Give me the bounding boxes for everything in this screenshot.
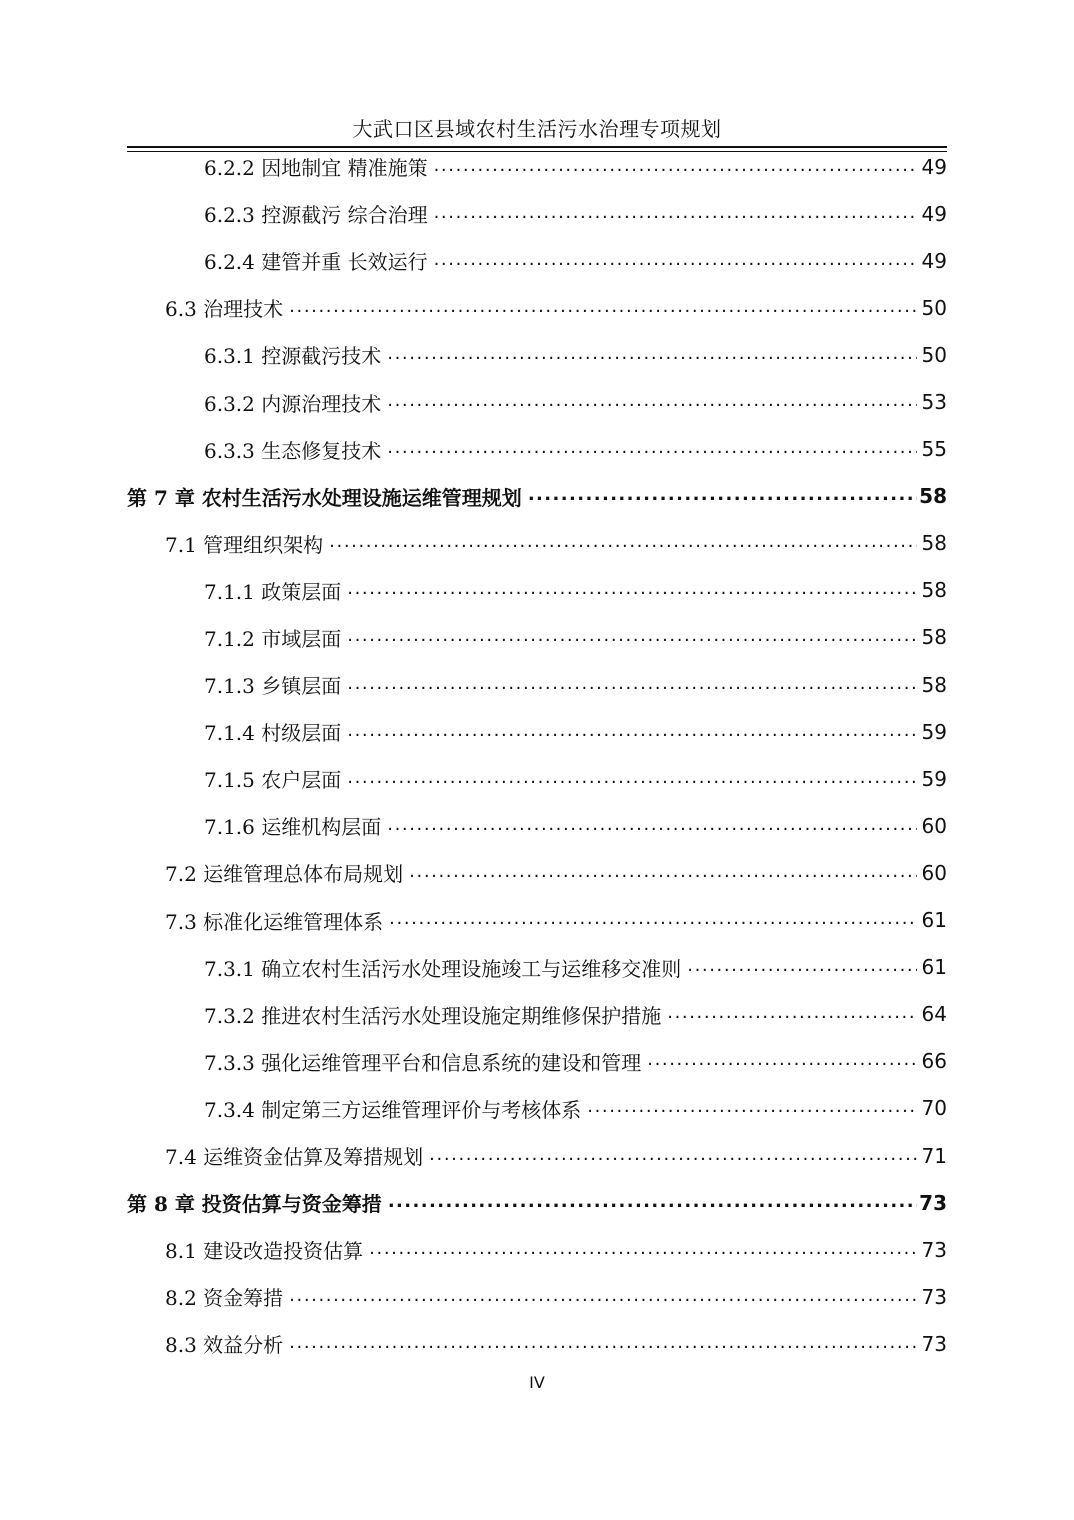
toc-entry-page: 59 [921,719,947,744]
toc-entry[interactable] [127,1273,947,1320]
toc-entry[interactable] [127,567,947,614]
toc-entry-label: 6.2.4 建管并重 长效运行 [204,250,428,275]
toc-entry[interactable] [127,237,947,284]
toc-entry-label: 7.3.1 确立农村生活污水处理设施竣工与运维移交准则 [204,956,682,981]
toc-dot-leader [429,1145,917,1167]
toc-dot-leader [387,815,917,837]
page-number: IV [529,1373,545,1392]
toc-dot-leader [289,297,917,319]
toc-entry-label: 8.3 效益分析 [165,1333,284,1358]
toc-entry-page: 49 [921,201,947,226]
toc-entry[interactable] [127,190,947,237]
toc-entry-page: 70 [921,1096,947,1121]
toc-entry-label: 8.1 建设改造投资估算 [165,1239,364,1264]
toc-entry-label: 7.1.4 村级层面 [204,721,342,746]
toc-entry-label: 第 8 章 投资估算与资金筹措 [127,1192,382,1217]
toc-entry-page: 53 [921,390,947,415]
toc-entry-label: 7.1 管理组织架构 [165,532,324,557]
toc-entry[interactable] [127,755,947,802]
toc-entry-label: 7.1.6 运维机构层面 [204,815,382,840]
toc-chapter-entry[interactable] [127,473,947,520]
toc-dot-leader [347,721,917,743]
toc-dot-leader [667,1003,917,1025]
toc-dot-leader [388,1192,917,1214]
toc-dot-leader [347,579,917,601]
toc-dot-leader [387,438,917,460]
toc-entry-page: 49 [921,248,947,273]
toc-entry[interactable] [127,1132,947,1179]
toc-entry[interactable] [127,802,947,849]
toc-entry[interactable] [127,378,947,425]
toc-entry-label: 7.3 标准化运维管理体系 [165,909,384,934]
toc-entry[interactable] [127,614,947,661]
toc-entry-label: 第 7 章 农村生活污水处理设施运维管理规划 [127,485,522,510]
toc-entry-label: 7.3.4 制定第三方运维管理评价与考核体系 [204,1097,582,1122]
toc-entry[interactable] [127,143,947,190]
toc-entry-page: 58 [921,625,947,650]
toc-dot-leader [329,532,917,554]
toc-entry-page: 58 [921,531,947,556]
toc-entry-label: 7.4 运维资金估算及筹措规划 [165,1145,424,1170]
toc-entry-page: 58 [919,484,947,509]
toc-entry[interactable] [127,897,947,944]
toc-entry-page: 49 [921,154,947,179]
toc-dot-leader [289,1286,917,1308]
toc-entry-label: 7.2 运维管理总体布局规划 [165,862,404,887]
toc-entry-label: 6.2.2 因地制宜 精准施策 [204,156,428,181]
toc-entry-label: 7.3.3 强化运维管理平台和信息系统的建设和管理 [204,1050,642,1075]
toc-entry-page: 59 [921,766,947,791]
toc-dot-leader [347,768,917,790]
toc-entry-page: 73 [919,1190,947,1215]
toc-entry[interactable] [127,1320,947,1367]
toc-dot-leader [347,626,917,648]
toc-entry-page: 55 [921,437,947,462]
toc-entry-page: 61 [921,908,947,933]
toc-entry[interactable] [127,708,947,755]
toc-dot-leader [387,391,917,413]
toc-dot-leader [289,1333,917,1355]
toc-entry-page: 60 [921,813,947,838]
toc-entry-label: 6.3.2 内源治理技术 [204,391,382,416]
toc-entry-page: 60 [921,860,947,885]
toc-entry-page: 73 [921,1284,947,1309]
toc-dot-leader [434,203,917,225]
toc-entry-page: 58 [921,672,947,697]
toc-dot-leader [389,909,917,931]
toc-entry-page: 58 [921,578,947,603]
page-header-title: 大武口区县域农村生活污水治理专项规划 [352,117,722,141]
toc-entry-page: 73 [921,1331,947,1356]
toc-entry-page: 50 [921,295,947,320]
toc-entry-label: 7.3.2 推进农村生活污水处理设施定期维修保护措施 [204,1003,662,1028]
toc-entry[interactable] [127,1038,947,1085]
toc-entry[interactable] [127,1226,947,1273]
toc-entry[interactable] [127,426,947,473]
toc-entry-label: 6.2.3 控源截污 综合治理 [204,203,428,228]
toc-dot-leader [369,1239,917,1261]
toc-entry[interactable] [127,331,947,378]
toc-entry-label: 7.1.2 市域层面 [204,626,342,651]
toc-entry-page: 50 [921,342,947,367]
toc-entry-label: 6.3.3 生态修复技术 [204,438,382,463]
toc-dot-leader [647,1050,917,1072]
toc-dot-leader [687,956,917,978]
toc-entry-label: 8.2 资金筹措 [165,1286,284,1311]
toc-dot-leader [587,1097,917,1119]
toc-entry[interactable] [127,991,947,1038]
toc-entry[interactable] [127,849,947,896]
toc-dot-leader [387,344,917,366]
toc-entry-page: 71 [921,1143,947,1168]
toc-dot-leader [434,156,917,178]
toc-chapter-entry[interactable] [127,1179,947,1226]
toc-entry[interactable] [127,1085,947,1132]
toc-dot-leader [409,862,917,884]
toc-entry-label: 6.3 治理技术 [165,297,284,322]
toc-dot-leader [528,485,917,507]
toc-entry-label: 7.1.5 农户层面 [204,768,342,793]
toc-entry-label: 7.1.3 乡镇层面 [204,674,342,699]
toc-dot-leader [347,674,917,696]
toc-entry-page: 61 [921,955,947,980]
toc-entry-page: 64 [921,1002,947,1027]
toc-entry[interactable] [127,520,947,567]
toc-entry[interactable] [127,944,947,991]
table-of-contents [127,143,947,1367]
toc-entry[interactable] [127,284,947,331]
toc-entry-page: 66 [921,1049,947,1074]
toc-entry-label: 6.3.1 控源截污技术 [204,344,382,369]
toc-entry-page: 73 [921,1237,947,1262]
toc-dot-leader [434,250,917,272]
toc-entry-label: 7.1.1 政策层面 [204,579,342,604]
toc-entry[interactable] [127,661,947,708]
